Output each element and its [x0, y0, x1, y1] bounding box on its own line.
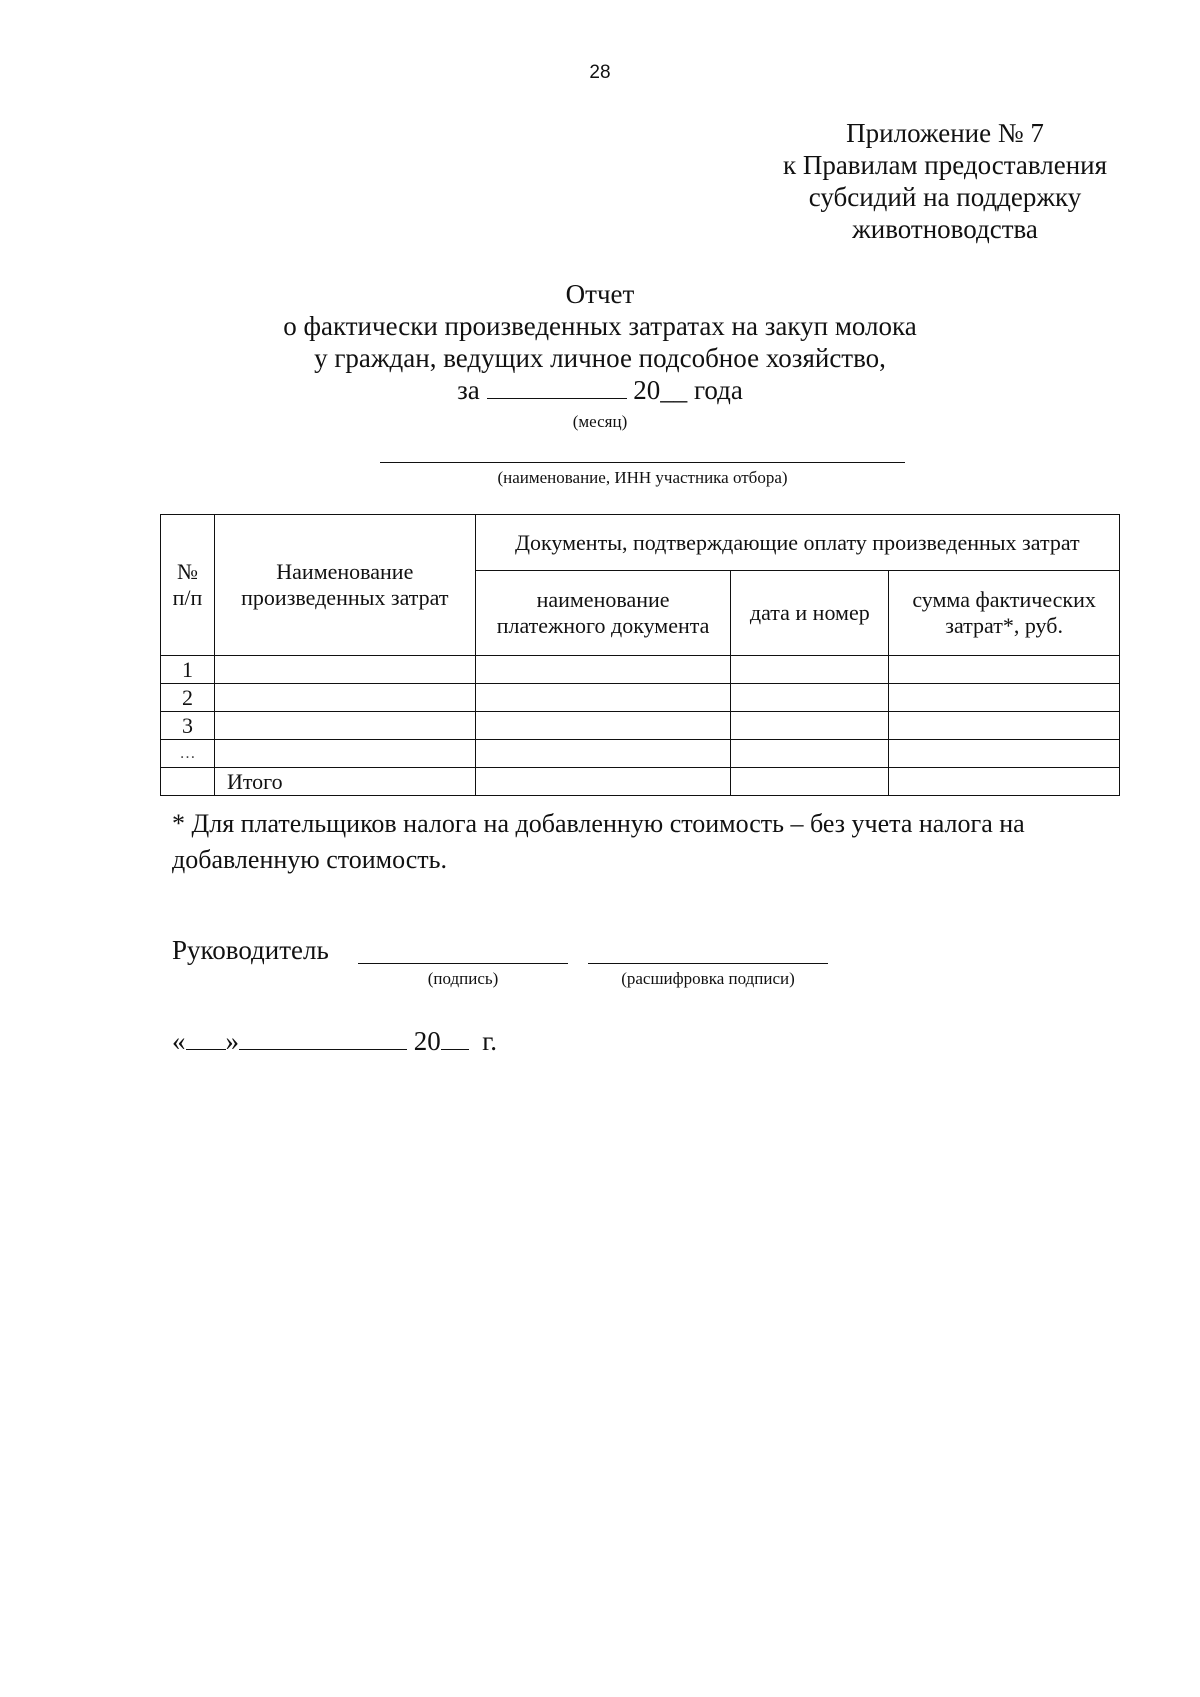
row-number: 3 [161, 712, 215, 740]
header-cost-name: Наименование произведенных затрат [214, 515, 475, 656]
signature-decode-blank-field[interactable] [588, 963, 828, 964]
table-total-row [161, 768, 1120, 796]
table-row [161, 656, 1120, 684]
report-title-main: Отчет [565, 279, 635, 309]
signature-decode-caption: (расшифровка подписи) [621, 969, 795, 988]
date-suffix: г. [482, 1026, 498, 1056]
table-header-row [161, 515, 1120, 571]
header-num: № п/п [161, 515, 215, 656]
row-number: 2 [161, 684, 215, 712]
header-documents-group: Документы, подтверждающие оплату произведенных затрат [475, 515, 1119, 571]
cell-doc-name[interactable] [475, 768, 731, 796]
date-open-quote: « [172, 1026, 186, 1056]
appendix-reference-line: животноводства [852, 214, 1038, 244]
cell-doc-name[interactable] [475, 740, 731, 768]
date-year-prefix: 20 [413, 1026, 441, 1056]
cell-date-number[interactable] [731, 768, 889, 796]
appendix-reference-line: субсидий на поддержку [808, 182, 1082, 212]
page-number: 28 [589, 62, 611, 83]
month-caption: (месяц) [572, 412, 628, 431]
cell-empty [161, 768, 215, 796]
year-blank-field[interactable] [441, 1025, 469, 1050]
row-number: … [161, 740, 215, 768]
appendix-reference-line: к Правилам предоставления [782, 150, 1108, 180]
cell-sum[interactable] [889, 684, 1120, 712]
cell-doc-name[interactable] [475, 684, 731, 712]
cell-doc-name[interactable] [475, 712, 731, 740]
cell-date-number[interactable] [731, 684, 889, 712]
appendix-number: Приложение № 7 [846, 118, 1044, 148]
header-sum: сумма фактических затрат*, руб. [889, 571, 1120, 656]
cell-total-sum[interactable] [889, 768, 1120, 796]
cell-cost-name[interactable] [214, 740, 475, 768]
row-number: 1 [161, 656, 215, 684]
table-row [161, 712, 1120, 740]
cell-sum[interactable] [889, 712, 1120, 740]
period-prefix: за [457, 375, 480, 405]
signature-role: Руководитель [172, 935, 329, 965]
header-doc-name: наименование платежного документа [475, 571, 731, 656]
signature-block [172, 934, 329, 966]
report-title [0, 278, 1200, 374]
month-blank-field[interactable] [239, 1025, 407, 1050]
appendix-header [755, 117, 1135, 245]
org-name-blank-field[interactable] [380, 462, 905, 463]
period-year: 20__ [633, 375, 688, 405]
report-title-subject: у граждан, ведущих личное подсобное хозяйство, [314, 343, 886, 373]
cell-sum[interactable] [889, 656, 1120, 684]
signature-blank-field[interactable] [358, 963, 568, 964]
table-row [161, 684, 1120, 712]
date-line [172, 1025, 497, 1057]
table-row [161, 740, 1120, 768]
cell-date-number[interactable] [731, 740, 889, 768]
header-date-number: дата и номер [731, 571, 889, 656]
month-blank-field[interactable] [487, 374, 627, 399]
costs-table [160, 514, 1120, 796]
date-close-quote: » [225, 1026, 239, 1056]
signature-caption: (подпись) [427, 969, 499, 988]
report-period [0, 374, 1200, 406]
period-suffix: года [694, 375, 743, 405]
report-title-subject: о фактически произведенных затратах на закуп молока [283, 311, 917, 341]
vat-footnote: * Для плательщиков налога на добавленную стоимость – без учета налога на добавленную стоимость. [172, 809, 1025, 874]
cell-sum[interactable] [889, 740, 1120, 768]
cell-cost-name[interactable] [214, 712, 475, 740]
day-blank-field[interactable] [186, 1025, 226, 1050]
org-caption: (наименование, ИНН участника отбора) [497, 468, 788, 487]
cell-doc-name[interactable] [475, 656, 731, 684]
cell-cost-name[interactable] [214, 684, 475, 712]
cell-date-number[interactable] [731, 712, 889, 740]
cell-cost-name[interactable] [214, 656, 475, 684]
cell-date-number[interactable] [731, 656, 889, 684]
total-label: Итого [214, 768, 475, 796]
